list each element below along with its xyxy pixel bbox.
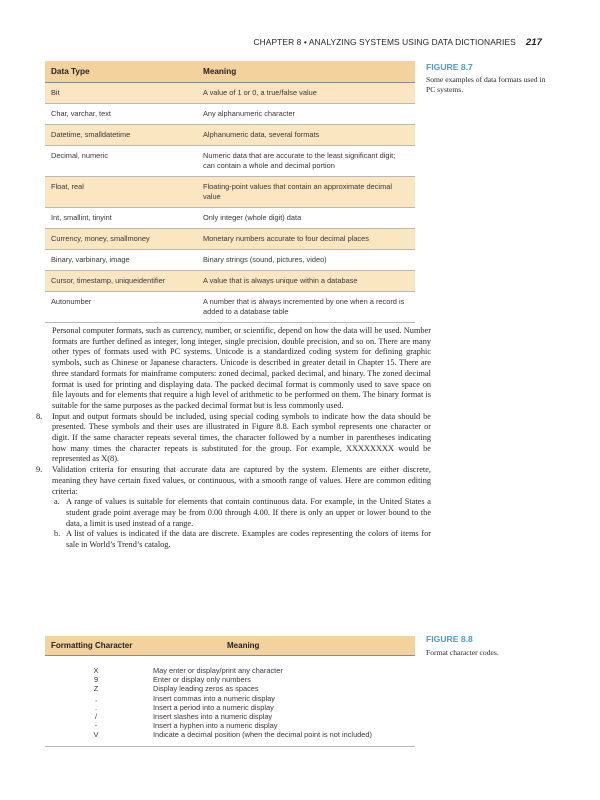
table-row — [45, 177, 415, 208]
meaning-cell: Insert a period into a numeric display — [153, 702, 274, 712]
meaning-cell: A value that is always unique within a database — [197, 271, 415, 292]
figure-8-8-label: FIGURE 8.8 — [426, 634, 473, 644]
meaning-cell: Monetary numbers accurate to four decimal places — [197, 229, 415, 250]
column-header-formatting-character: Formatting Character — [45, 636, 147, 656]
page-number: 217 — [525, 37, 542, 48]
format-char-cell: Z — [93, 684, 99, 694]
table-row — [45, 104, 415, 125]
data-type-cell: Float, real — [45, 177, 197, 208]
column-header-meaning: Meaning — [197, 61, 415, 83]
table-row — [45, 250, 415, 271]
meaning-cell: Display leading zeros as spaces — [153, 684, 259, 694]
format-char-cell: - — [94, 721, 98, 731]
format-char-cell: , — [94, 693, 98, 703]
format-char-cell: 9 — [93, 675, 99, 685]
sub-item-text: A range of values is suitable for elements that contain continuous data. For example, in the United States a student grade point average may be from 0.00 through 4.00. If there is only an upper or lower bound to the data, a limit is used instead of a range. — [66, 497, 431, 528]
meaning-cell: A number that is always incremented by one when a record is added to a database table — [197, 292, 415, 323]
format-char-cell: V — [45, 730, 147, 746]
table-header-row — [45, 636, 415, 656]
meaning-cell: Binary strings (sound, pictures, video) — [197, 250, 415, 271]
data-type-cell: Char, varchar, text — [45, 104, 197, 125]
format-char-cell: . — [94, 702, 98, 712]
table-row — [45, 229, 415, 250]
table-header-row — [45, 61, 415, 83]
table-row — [45, 208, 415, 229]
column-header-data-type: Data Type — [45, 61, 197, 83]
chapter-title: CHAPTER 8 • ANALYZING SYSTEMS USING DATA DICTIONARIES — [253, 37, 516, 47]
table-row — [45, 703, 415, 712]
meaning-cell: Floating-point values that contain an approximate decimal value — [197, 177, 415, 208]
list-item-8 — [36, 412, 431, 466]
data-type-cell: Currency, money, smallmoney — [45, 229, 197, 250]
meaning-cell: A value of 1 or 0, a true/false value — [197, 83, 415, 104]
data-formats-table — [45, 61, 415, 323]
meaning-cell: May enter or display/print any character — [153, 666, 283, 675]
list-item-number: 8. — [36, 411, 43, 421]
table-row — [45, 271, 415, 292]
data-type-cell: Autonumber — [45, 292, 197, 323]
table-row — [45, 125, 415, 146]
data-type-cell: Decimal, numeric — [45, 146, 197, 177]
data-type-cell: Binary, varbinary, image — [45, 250, 197, 271]
meaning-cell: Insert commas into a numeric display — [153, 693, 275, 703]
list-item-text: Input and output formats should be included, using special coding symbols to indicate how the data should be presented. These symbols and their uses are illustrated in Figure 8.8. Each symbol represents one character or digit. If the same character repeats several times, the character followed by a number in parentheses indicating how many times the character repeats is substituted for the group. For example, XXXXXXXX would be represented as X(8). — [52, 411, 431, 464]
table-row — [45, 712, 415, 721]
format-char-cell: X — [93, 666, 99, 675]
meaning-cell: Insert slashes into a numeric display — [153, 712, 273, 722]
sub-item-b — [36, 529, 431, 550]
sub-item-text: A list of values is indicated if the data are discrete. Examples are codes representing the colors of items for sale in World’s Trend’s catalog. — [66, 529, 431, 550]
table-row — [45, 675, 415, 684]
table-row — [45, 721, 415, 730]
sub-item-letter: b. — [54, 529, 61, 539]
data-type-cell: Datetime, smalldatetime — [45, 125, 197, 146]
list-item-9 — [36, 465, 431, 497]
meaning-cell: Insert a hyphen into a numeric display — [153, 721, 278, 731]
running-head — [254, 37, 542, 48]
figure-8-7-label: FIGURE 8.7 — [426, 62, 473, 72]
data-type-cell: Int, smallint, tinyint — [45, 208, 197, 229]
data-type-cell: Cursor, timestamp, uniqueidentifier — [45, 271, 197, 292]
format-codes-table — [45, 636, 415, 747]
table-row — [45, 730, 415, 746]
meaning-cell: Indicate a decimal position (when the decimal point is not included) — [147, 730, 415, 746]
meaning-cell: Numeric data that are accurate to the least significant digit; can contain a whole and decimal portion — [197, 146, 415, 177]
format-char-cell: / — [94, 712, 98, 722]
figure-8-7-caption: Some examples of data formats used in PC systems. — [426, 75, 546, 94]
list-item-text: Validation criteria for ensuring that accurate data are captured by the system. Elements are either discrete, meaning they have certain fixed values, or continuous, with a smooth range of values. Here are common editing criteria: — [52, 465, 431, 496]
meaning-cell: Only integer (whole digit) data — [197, 208, 415, 229]
list-item-number: 9. — [36, 465, 43, 475]
meaning-cell: Enter or display only numbers — [153, 675, 251, 685]
table-row — [45, 146, 415, 177]
meaning-cell: Alphanumeric data, several formats — [197, 125, 415, 146]
table-row — [45, 684, 415, 693]
table-row — [45, 83, 415, 104]
table-row — [45, 694, 415, 703]
sub-item-letter: a. — [54, 497, 60, 507]
column-header-meaning: Meaning — [147, 636, 415, 656]
meaning-cell: Any alphanumeric character — [197, 104, 415, 125]
table-row — [45, 656, 415, 676]
body-text — [36, 326, 431, 551]
data-type-cell: Bit — [45, 83, 197, 104]
intro-paragraph: Personal computer formats, such as currency, number, or scientific, depend on how the data will be used. Number formats are further defined as integer, long integer, single precision, double precision, and so on. There are many other types of formats used with PC systems. Unicode is a standardized coding system for defining graphic symbols, such as Chinese or Japanese characters. Unicode is described in greater detail in Chapter 15. There are three standard formats for mainframe computers: zoned decimal, packed decimal, and binary. The zoned decimal format is used for printing and displaying data. The packed decimal format is commonly used to save space on file layouts and for elements that require a high level of arithmetic to be performed on them. The binary format is suitable for the same purposes as the packed decimal format but is less commonly used. — [52, 326, 431, 410]
sub-item-a — [36, 497, 431, 529]
figure-8-8-caption: Format character codes. — [426, 648, 499, 657]
table-row — [45, 292, 415, 323]
